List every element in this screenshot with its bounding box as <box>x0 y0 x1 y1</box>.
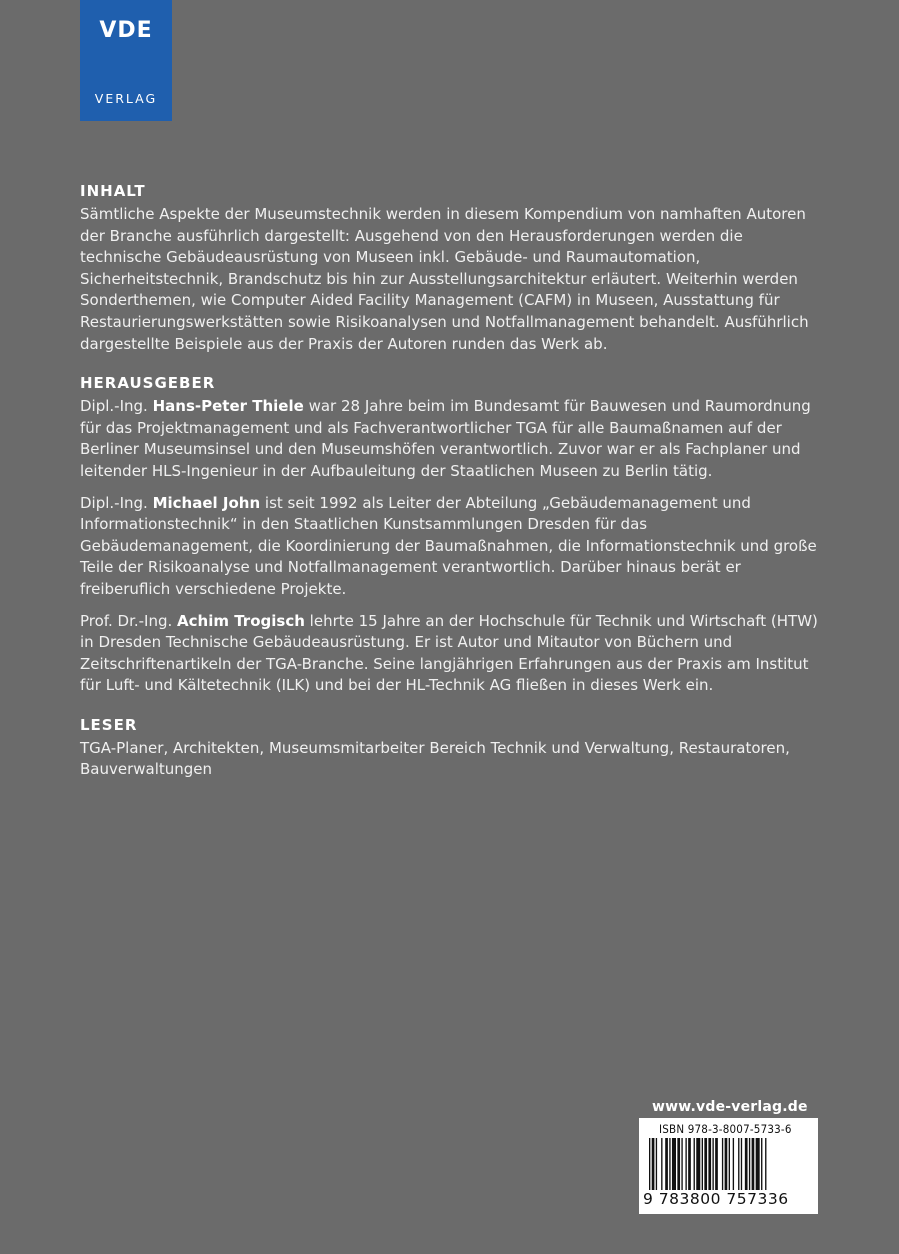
isbn-number: ISBN 978-3-8007-5733-6 <box>659 1122 792 1136</box>
barcode-bar <box>661 1138 662 1194</box>
barcode-bar <box>741 1138 742 1194</box>
logo-brand: VDE <box>99 18 153 43</box>
barcode-bar <box>696 1138 700 1194</box>
barcode-bar <box>733 1138 734 1194</box>
barcode-bar <box>761 1138 762 1194</box>
barcode-bar <box>656 1138 657 1194</box>
editor-bio: war 28 Jahre beim im Bundesamt für Bauwesen und Raumordnung für das Projektmanagement und als Fachverantwortlicher TGA für alle Baumaßnamen auf der Berliner Museumsinsel und den Museumshöfen verantwortlich. Zuvor war er als Fachplaner und leitender HLS-Ingenieur in der Aufbauleitung der Staatlichen Museen zu Berlin tätig. <box>80 397 811 480</box>
barcode-bar <box>752 1138 755 1194</box>
vde-verlag-logo <box>80 0 172 121</box>
barcode-number: 9 783800 757336 <box>643 1190 789 1208</box>
barcode-bar <box>722 1138 723 1194</box>
editor-title: Dipl.-Ing. <box>80 397 148 416</box>
barcode-bar <box>681 1138 682 1194</box>
editor-title: Dipl.-Ing. <box>80 493 148 512</box>
logo-sub: VERLAG <box>94 91 158 106</box>
barcode-bar <box>694 1138 695 1194</box>
inhalt-text: Sämtliche Aspekte der Museumstechnik werden in diesem Kompendium von namhaften Autoren der Branche ausführlich dargestellt: Ausgehend von den Herausforderungen werden die technische Gebäudeausrüstung von Museen inkl. Gebäude- und Raumautomation, Sicherheitstechnik, Brandschutz bis hin zur Ausstellungsarchitektur erläutert. Weiterhin werden Sonderthemen, wie Computer Aided Facility Management (CAFM) in Museen, Ausstattung für Restaurierungswerkstätten sowie Risikoanalysen und Notfallmanagement behandelt. Ausführlich dargestellte Beispiele aus der Praxis der Autoren runden das Werk ab. <box>80 205 809 353</box>
publisher-url: www.vde-verlag.de <box>652 1099 808 1115</box>
barcode-bar <box>702 1138 703 1194</box>
editor-title: Prof. Dr.-Ing. <box>80 611 173 630</box>
barcode-bar <box>712 1138 713 1194</box>
heading-inhalt: INHALT <box>80 182 146 200</box>
editor-bio: ist seit 1992 als Leiter der Abteilung „Gebäudemanagement und Informationstechnik“ in den Staatlichen Kunstsammlungen Dresden für das Gebäudemanagement, die Koordinierung der Baumaßnahmen, die Informationstechnik und große Teile der Risikoanalyse und Notfallmanagement verantwortlich. Darüber hinaus berät er freiberuflich verschiedene Projekte. <box>80 493 817 598</box>
editor-paragraph <box>80 396 820 482</box>
isbn-barcode-box <box>639 1118 818 1214</box>
barcode-bar <box>745 1138 748 1194</box>
barcode-bar <box>685 1138 686 1194</box>
editor-name: Achim Trogisch <box>177 611 305 630</box>
barcode-bar <box>688 1138 691 1194</box>
barcode-bar <box>749 1138 750 1194</box>
barcode-bar <box>725 1138 728 1194</box>
barcode-bar <box>756 1138 760 1194</box>
barcode-bar <box>738 1138 739 1194</box>
section-leser <box>80 715 820 781</box>
barcode-bar <box>672 1138 676 1194</box>
section-herausgeber <box>80 373 820 697</box>
barcode-bar <box>715 1138 718 1194</box>
heading-herausgeber: HERAUSGEBER <box>80 374 216 393</box>
barcode-bar <box>729 1138 730 1194</box>
heading-leser: LESER <box>80 715 138 734</box>
editor-name: Hans-Peter Thiele <box>152 397 304 416</box>
editor-bio: lehrte 15 Jahre an der Hochschule für Technik und Wirtschaft (HTW) in Dresden Technische Gebäudeausrüstung. Er ist Autor und Mitautor von Büchern und Zeitschriftenartikeln der TGA-Branche. Seine langjährigen Erfahrungen aus der Praxis am Institut für Luft- und Kältetechnik (ILK) und bei der HL-Technik AG fließen in dieses Werk ein. <box>80 611 818 695</box>
back-cover-text <box>80 181 820 799</box>
section-inhalt <box>80 181 820 355</box>
editor-paragraph <box>80 611 820 697</box>
editor-paragraph <box>80 493 820 601</box>
barcode-bar <box>665 1138 668 1194</box>
barcode-bar <box>669 1138 670 1194</box>
leser-text: TGA-Planer, Architekten, Museumsmitarbeiter Bereich Technik und Verwaltung, Restauratoren, Bauverwaltungen <box>80 738 790 779</box>
barcode-bar <box>677 1138 680 1194</box>
editor-name: Michael John <box>152 493 261 512</box>
